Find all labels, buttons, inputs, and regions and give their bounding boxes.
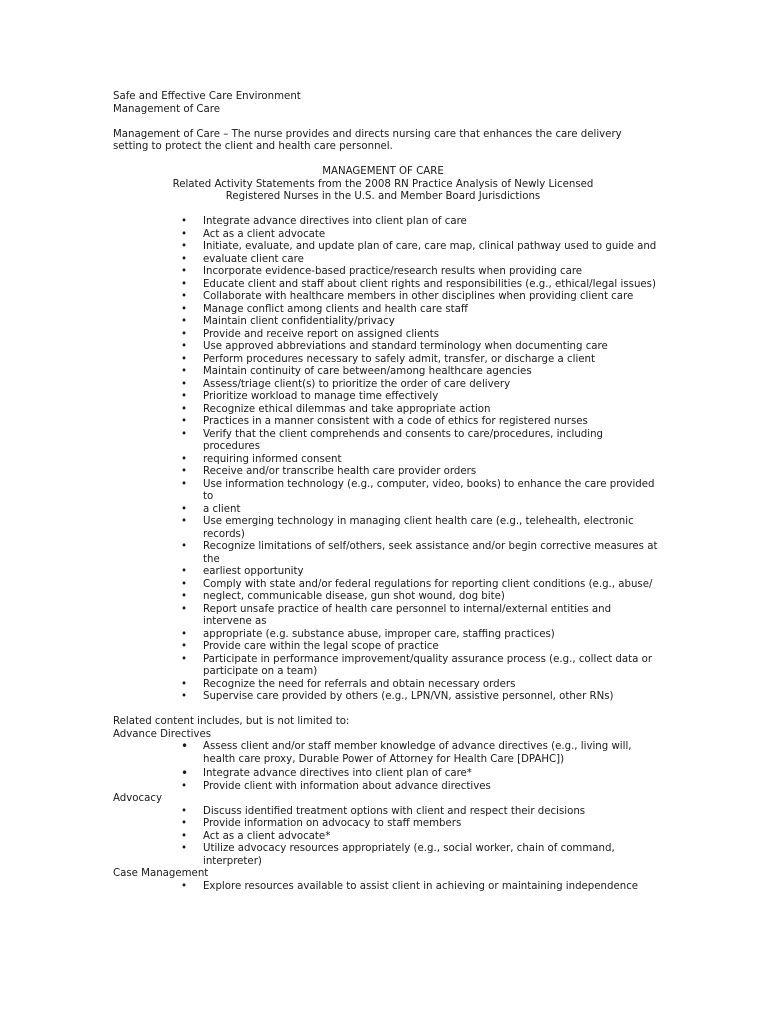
intro-line-1: Management of Care – The nurse provides and directs nursing care that enhances the care delivery	[113, 128, 622, 140]
list-item-text: records)	[203, 528, 245, 540]
list-item-text: Recognize limitations of self/others, seek assistance and/or begin corrective measures at	[203, 541, 658, 552]
bullet-icon: •	[181, 366, 188, 377]
list-item	[113, 741, 653, 766]
spacer	[113, 204, 653, 217]
bullet-icon: •	[181, 391, 188, 402]
list-item	[113, 216, 653, 229]
list-item-text: Comply with state and/or federal regulations for reporting client conditions (e.g., abuse/	[203, 578, 653, 590]
section-subtitle-1: Related Activity Statements from the 2008 RN Practice Analysis of Newly Licensed	[172, 178, 594, 190]
list-item	[113, 391, 653, 404]
bullet-icon: •	[181, 328, 188, 340]
list-item-text: Participate in performance improvement/quality assurance process (e.g., collect data or	[203, 653, 653, 665]
bullet-icon: •	[181, 216, 188, 227]
list-item-text: Assess/triage client(s) to prioritize the order of care delivery	[203, 378, 511, 390]
list-item	[113, 641, 653, 654]
advance-directives-label: Advance Directives	[113, 728, 212, 740]
list-item	[113, 341, 653, 354]
list-item	[113, 254, 653, 267]
bullet-icon: •	[181, 266, 188, 277]
list-item	[113, 454, 653, 467]
bullet-icon: •	[181, 428, 188, 440]
list-item-text: Provide care within the legal scope of practice	[203, 641, 439, 652]
bullet-icon: •	[181, 591, 188, 602]
list-item	[113, 479, 653, 504]
spacer	[113, 154, 653, 167]
list-item-text: Act as a client advocate	[203, 228, 326, 240]
list-item-text: interpreter)	[203, 855, 262, 867]
bullet-icon: •	[181, 766, 189, 780]
list-item	[113, 654, 653, 679]
list-item-text: Use emerging technology in managing client health care (e.g., telehealth, electronic	[203, 516, 634, 527]
list-item-text: intervene as	[203, 616, 267, 627]
bullet-icon: •	[181, 453, 188, 465]
advocacy-list	[113, 806, 653, 869]
bullet-icon: •	[181, 341, 188, 352]
bullet-icon: •	[181, 691, 188, 702]
list-item-text: Perform procedures necessary to safely admit, transfer, or discharge a client	[203, 353, 595, 365]
bullet-icon: •	[181, 641, 188, 652]
list-item-text: Use approved abbreviations and standard terminology when documenting care	[203, 341, 608, 352]
list-item-text: Report unsafe practice of health care personnel to internal/external entities and	[203, 603, 612, 615]
list-item	[113, 516, 653, 541]
list-item-text: Manage conflict among clients and health care staff	[203, 303, 468, 315]
bullet-icon: •	[181, 830, 188, 842]
list-item	[113, 566, 653, 579]
list-item-text: health care proxy, Durable Power of Attorney for Health Care [DPAHC])	[203, 753, 565, 765]
bullet-icon: •	[181, 739, 189, 753]
bullet-icon: •	[181, 541, 188, 552]
list-item	[113, 266, 653, 279]
case-management-list	[113, 881, 653, 894]
list-item-text: earliest opportunity	[203, 566, 304, 577]
case-management-label: Case Management	[113, 868, 209, 879]
bullet-icon: •	[181, 291, 188, 302]
list-item-text: participate on a team)	[203, 666, 318, 677]
advance-directives-list	[113, 741, 653, 793]
list-item	[113, 404, 653, 417]
list-item-text: Incorporate evidence-based practice/research results when providing care	[203, 266, 583, 277]
list-item	[113, 466, 653, 479]
list-item	[113, 604, 653, 629]
section-subtitle-2: Registered Nurses in the U.S. and Member Board Jurisdictions	[225, 191, 541, 202]
bullet-icon: •	[181, 818, 188, 829]
spacer	[113, 704, 653, 717]
list-item	[113, 329, 653, 342]
bullet-icon: •	[181, 403, 188, 415]
list-item	[113, 278, 656, 292]
bullet-icon: •	[181, 303, 188, 315]
list-item-text: evaluate client care	[203, 253, 304, 265]
header-line-2: Management of Care	[113, 103, 220, 115]
list-item-text: Educate client and staff about client rights and responsibilities (e.g., ethical/legal issues)	[203, 278, 656, 290]
list-item-text: Receive and/or transcribe health care provider orders	[203, 466, 477, 477]
list-item-text: Supervise care provided by others (e.g., LPN/VN, assistive personnel, other RNs)	[203, 691, 614, 702]
bullet-icon: •	[181, 228, 188, 240]
list-item-text: Explore resources available to assist client in achieving or maintaining independence	[203, 880, 639, 892]
list-item-text: Initiate, evaluate, and update plan of care, care map, clinical pathway used to guide and	[203, 241, 657, 252]
bullet-icon: •	[181, 253, 188, 265]
list-item-text: Verify that the client comprehends and consents to care/procedures, including	[203, 428, 604, 440]
list-item-text: Integrate advance directives into client plan of care*	[203, 768, 472, 779]
list-item	[113, 768, 653, 781]
spacer	[113, 116, 653, 129]
related-intro: Related content includes, but is not limited to:	[113, 716, 350, 727]
list-item	[113, 881, 653, 894]
activity-list	[113, 216, 658, 704]
bullet-icon: •	[181, 516, 188, 527]
section-title: MANAGEMENT OF CARE	[322, 166, 444, 177]
bullet-icon: •	[181, 478, 188, 490]
bullet-icon: •	[181, 353, 188, 365]
list-item	[113, 291, 653, 304]
intro-line-2: setting to protect the client and health care personnel.	[113, 141, 393, 152]
list-item	[113, 316, 653, 329]
bullet-icon: •	[181, 316, 188, 327]
list-item-text: Maintain client confidentiality/privacy	[203, 316, 395, 327]
bullet-icon: •	[181, 241, 188, 252]
bullet-icon: •	[181, 466, 188, 477]
list-item-text: the	[203, 553, 220, 565]
bullet-icon: •	[181, 843, 188, 854]
bullet-icon: •	[181, 780, 188, 792]
list-item-text: Maintain continuity of care between/among healthcare agencies	[203, 366, 532, 377]
bullet-icon: •	[181, 503, 188, 515]
list-item	[113, 241, 657, 254]
list-item	[113, 229, 653, 242]
document-body	[113, 91, 658, 893]
bullet-icon: •	[181, 628, 188, 640]
bullet-icon: •	[181, 805, 188, 817]
list-item-text: Provide client with information about advance directives	[203, 780, 491, 792]
header-line-1: Safe and Effective Care Environment	[113, 91, 301, 102]
bullet-icon: •	[181, 378, 188, 390]
list-item	[113, 629, 653, 642]
list-item-text: Use information technology (e.g., computer, video, books) to enhance the care provided	[203, 478, 655, 490]
list-item	[113, 691, 653, 704]
list-item-text: neglect, communicable disease, gun shot wound, dog bite)	[203, 591, 505, 602]
list-item-text: Recognize ethical dilemmas and take appropriate action	[203, 403, 491, 415]
bullet-icon: •	[181, 278, 188, 290]
bullet-icon: •	[181, 880, 188, 892]
list-item-text: to	[203, 491, 214, 502]
bullet-icon: •	[181, 603, 188, 615]
bullet-icon: •	[181, 416, 188, 427]
list-item-text: Discuss identified treatment options with client and respect their decisions	[203, 805, 586, 817]
list-item-text: Collaborate with healthcare members in other disciplines when providing client care	[203, 291, 634, 302]
list-item-text: Provide information on advocacy to staff members	[203, 818, 462, 829]
list-item	[113, 379, 653, 392]
list-item	[113, 818, 653, 831]
list-item-text: Provide and receive report on assigned clients	[203, 328, 440, 340]
list-item-text: Prioritize workload to manage time effectively	[203, 391, 439, 402]
list-item-text: Utilize advocacy resources appropriately (e.g., social worker, chain of command,	[203, 843, 615, 854]
list-item	[113, 541, 658, 566]
list-item	[113, 831, 653, 844]
list-item	[113, 366, 653, 379]
list-item	[113, 429, 653, 454]
list-item-text: appropriate (e.g. substance abuse, improper care, staffing practices)	[203, 628, 555, 640]
list-item	[113, 579, 653, 592]
bullet-icon: •	[181, 578, 188, 590]
bullet-icon: •	[181, 678, 188, 690]
list-item-text: Assess client and/or staff member knowledge of advance directives (e.g., living will,	[203, 741, 632, 752]
list-item	[113, 504, 653, 517]
list-item-text: procedures	[203, 441, 260, 452]
list-item	[113, 416, 653, 429]
list-item	[113, 679, 653, 692]
list-item	[113, 806, 653, 819]
list-item	[113, 843, 653, 868]
bullet-icon: •	[181, 653, 188, 665]
list-item-text: a client	[203, 503, 241, 515]
list-item-text: Recognize the need for referrals and obtain necessary orders	[203, 678, 516, 690]
list-item-text: Practices in a manner consistent with a code of ethics for registered nurses	[203, 416, 588, 427]
list-item	[113, 354, 653, 367]
list-item-text: requiring informed consent	[203, 453, 342, 465]
list-item	[113, 304, 653, 317]
list-item	[113, 591, 653, 604]
list-item-text: Integrate advance directives into client plan of care	[203, 216, 467, 227]
list-item	[113, 781, 653, 794]
list-item-text: Act as a client advocate*	[203, 830, 331, 842]
bullet-icon: •	[181, 566, 188, 577]
advocacy-label: Advocacy	[113, 793, 162, 804]
